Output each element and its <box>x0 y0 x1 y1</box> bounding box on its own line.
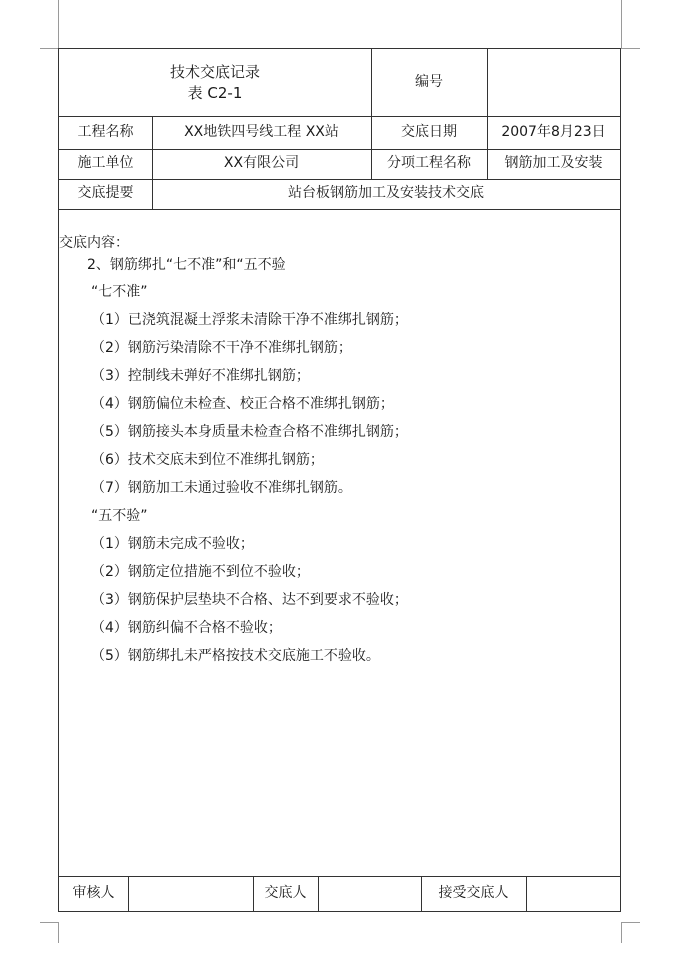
content-line: （4）钢筋纠偏不合格不验收； <box>91 620 282 636</box>
number-value[interactable] <box>487 49 620 116</box>
disclosure-date-label: 交底日期 <box>401 123 457 140</box>
content-line: （2）钢筋定位措施不到位不验收； <box>91 564 310 580</box>
project-name-label: 工程名称 <box>77 123 134 140</box>
content-line: （1）已浇筑混凝土浮浆未清除干净不准绑扎钢筋； <box>91 312 408 328</box>
record-form-table <box>58 48 621 912</box>
content-line: （5）钢筋绑扎未严格按技术交底施工不验收。 <box>91 648 380 664</box>
content-line: “七不准” <box>91 284 148 300</box>
project-name-value[interactable]: XX地铁四号线工程 XX站 <box>184 123 339 140</box>
contractor-value[interactable]: XX有限公司 <box>223 155 300 172</box>
contractor-label: 施工单位 <box>77 155 134 172</box>
disclosure-date-value[interactable]: 2007年8月23日 <box>501 123 606 140</box>
crop-mark-top-right <box>621 0 640 49</box>
discloser-value[interactable] <box>318 876 421 912</box>
content-line: （7）钢筋加工未通过验收不准绑扎钢筋。 <box>91 480 352 496</box>
content-line: （4）钢筋偏位未检查、校正合格不准绑扎钢筋； <box>91 396 394 412</box>
form-title: 技术交底记录 <box>169 62 260 81</box>
content-line: （3）钢筋保护层垫块不合格、达不到要求不验收； <box>91 592 408 608</box>
crop-mark-bottom-left <box>40 922 59 943</box>
form-title-block <box>59 49 371 116</box>
crop-mark-top-left <box>40 0 59 49</box>
reviewer-value[interactable] <box>128 876 253 912</box>
content-line: （2）钢筋污染清除不干净不准绑扎钢筋； <box>91 340 352 356</box>
content-line: （5）钢筋接头本身质量未检查合格不准绑扎钢筋； <box>91 424 408 440</box>
content-line: （1）钢筋未完成不验收； <box>91 536 254 552</box>
discloser-label: 交底人 <box>264 885 307 902</box>
subitem-label: 分项工程名称 <box>387 155 471 172</box>
subitem-value[interactable]: 钢筋加工及安装 <box>504 155 603 172</box>
summary-label: 交底提要 <box>77 185 134 202</box>
content-line: 2、钢筋绑扎“七不准”和“五不验 <box>87 257 286 273</box>
reviewer-label: 审核人 <box>72 885 115 902</box>
crop-mark-bottom-right <box>621 922 640 943</box>
content-line: （6）技术交底未到位不准绑扎钢筋； <box>91 452 324 468</box>
content-label: 交底内容： <box>59 235 129 251</box>
content-line: “五不验” <box>91 508 148 524</box>
number-label: 编号 <box>415 73 443 90</box>
content-line: （3）控制线未弹好不准绑扎钢筋； <box>91 368 310 384</box>
receiver-label: 接受交底人 <box>438 885 509 902</box>
receiver-value[interactable] <box>526 876 620 912</box>
form-code: 表 C2-1 <box>187 83 243 102</box>
table-rule <box>59 209 620 210</box>
summary-value[interactable]: 站台板钢筋加工及安装技术交底 <box>288 185 484 202</box>
